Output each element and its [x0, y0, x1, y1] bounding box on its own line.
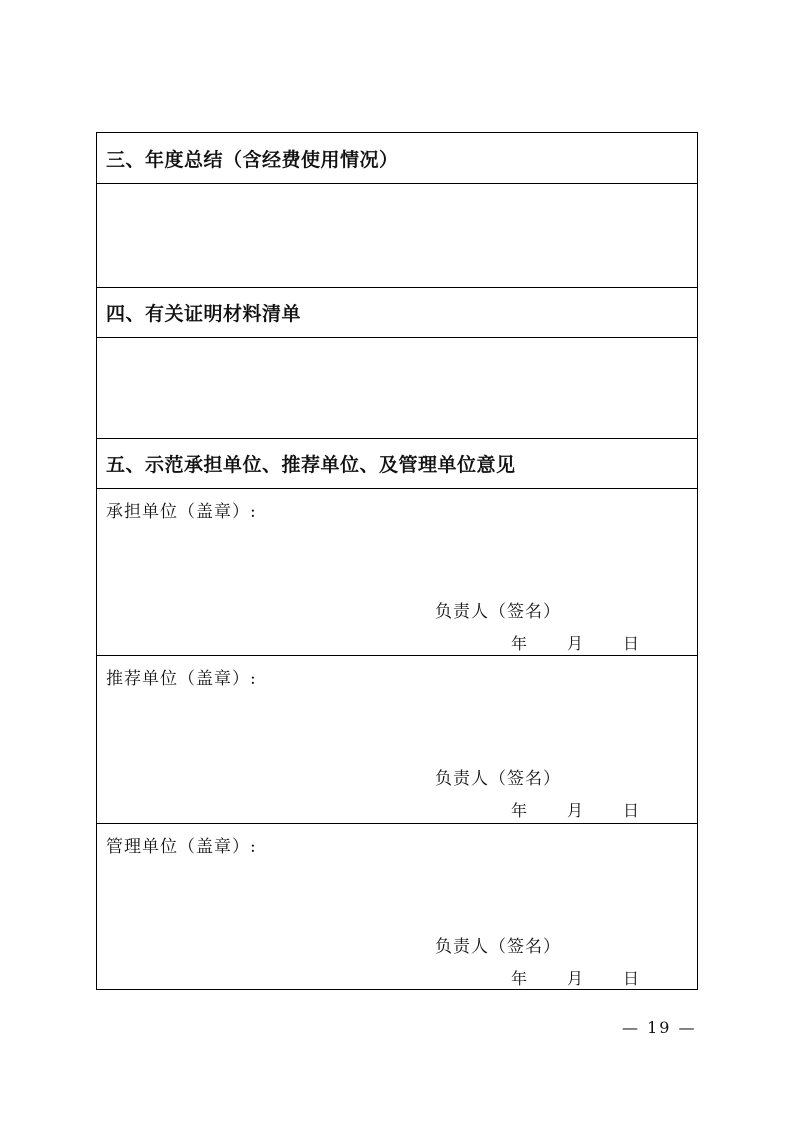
- date-month-label: 月: [567, 634, 584, 653]
- management-unit-date-line: [511, 966, 639, 989]
- page-number: — 19 —: [622, 1018, 697, 1037]
- recommending-unit-seal-label: 推荐单位（盖章）:: [106, 669, 257, 689]
- section-heading-opinions: [97, 438, 697, 488]
- recommending-unit-date-line: [511, 798, 639, 821]
- section-heading-materials-list: [97, 287, 697, 337]
- date-day-label: 日: [623, 634, 640, 653]
- date-month-label: 月: [567, 969, 584, 988]
- opinion-block-recommending-unit[interactable]: [97, 655, 697, 823]
- date-day-label: 日: [623, 969, 640, 988]
- annual-summary-input-area[interactable]: [97, 183, 697, 287]
- undertaking-unit-signature-label: 负责人（签名）: [435, 602, 561, 622]
- date-day-label: 日: [623, 801, 640, 820]
- section-heading-annual-summary: [97, 133, 697, 183]
- opinion-block-management-unit[interactable]: [97, 823, 697, 989]
- management-unit-seal-label: 管理单位（盖章）:: [106, 837, 257, 857]
- undertaking-unit-date-line: [511, 631, 639, 654]
- recommending-unit-signature-label: 负责人（签名）: [435, 769, 561, 789]
- date-month-label: 月: [567, 801, 584, 820]
- annual-summary-heading-text: 三、年度总结（含经费使用情况）: [106, 148, 399, 171]
- management-unit-signature-label: 负责人（签名）: [435, 937, 561, 957]
- date-year-label: 年: [511, 801, 528, 820]
- opinion-block-undertaking-unit[interactable]: [97, 488, 697, 655]
- report-form-table: [96, 132, 698, 990]
- opinions-heading-text: 五、示范承担单位、推荐单位、及管理单位意见: [106, 454, 516, 476]
- date-year-label: 年: [511, 969, 528, 988]
- materials-list-heading-text: 四、有关证明材料清单: [106, 303, 302, 325]
- undertaking-unit-seal-label: 承担单位（盖章）:: [106, 502, 257, 522]
- date-year-label: 年: [511, 634, 528, 653]
- materials-list-input-area[interactable]: [97, 337, 697, 438]
